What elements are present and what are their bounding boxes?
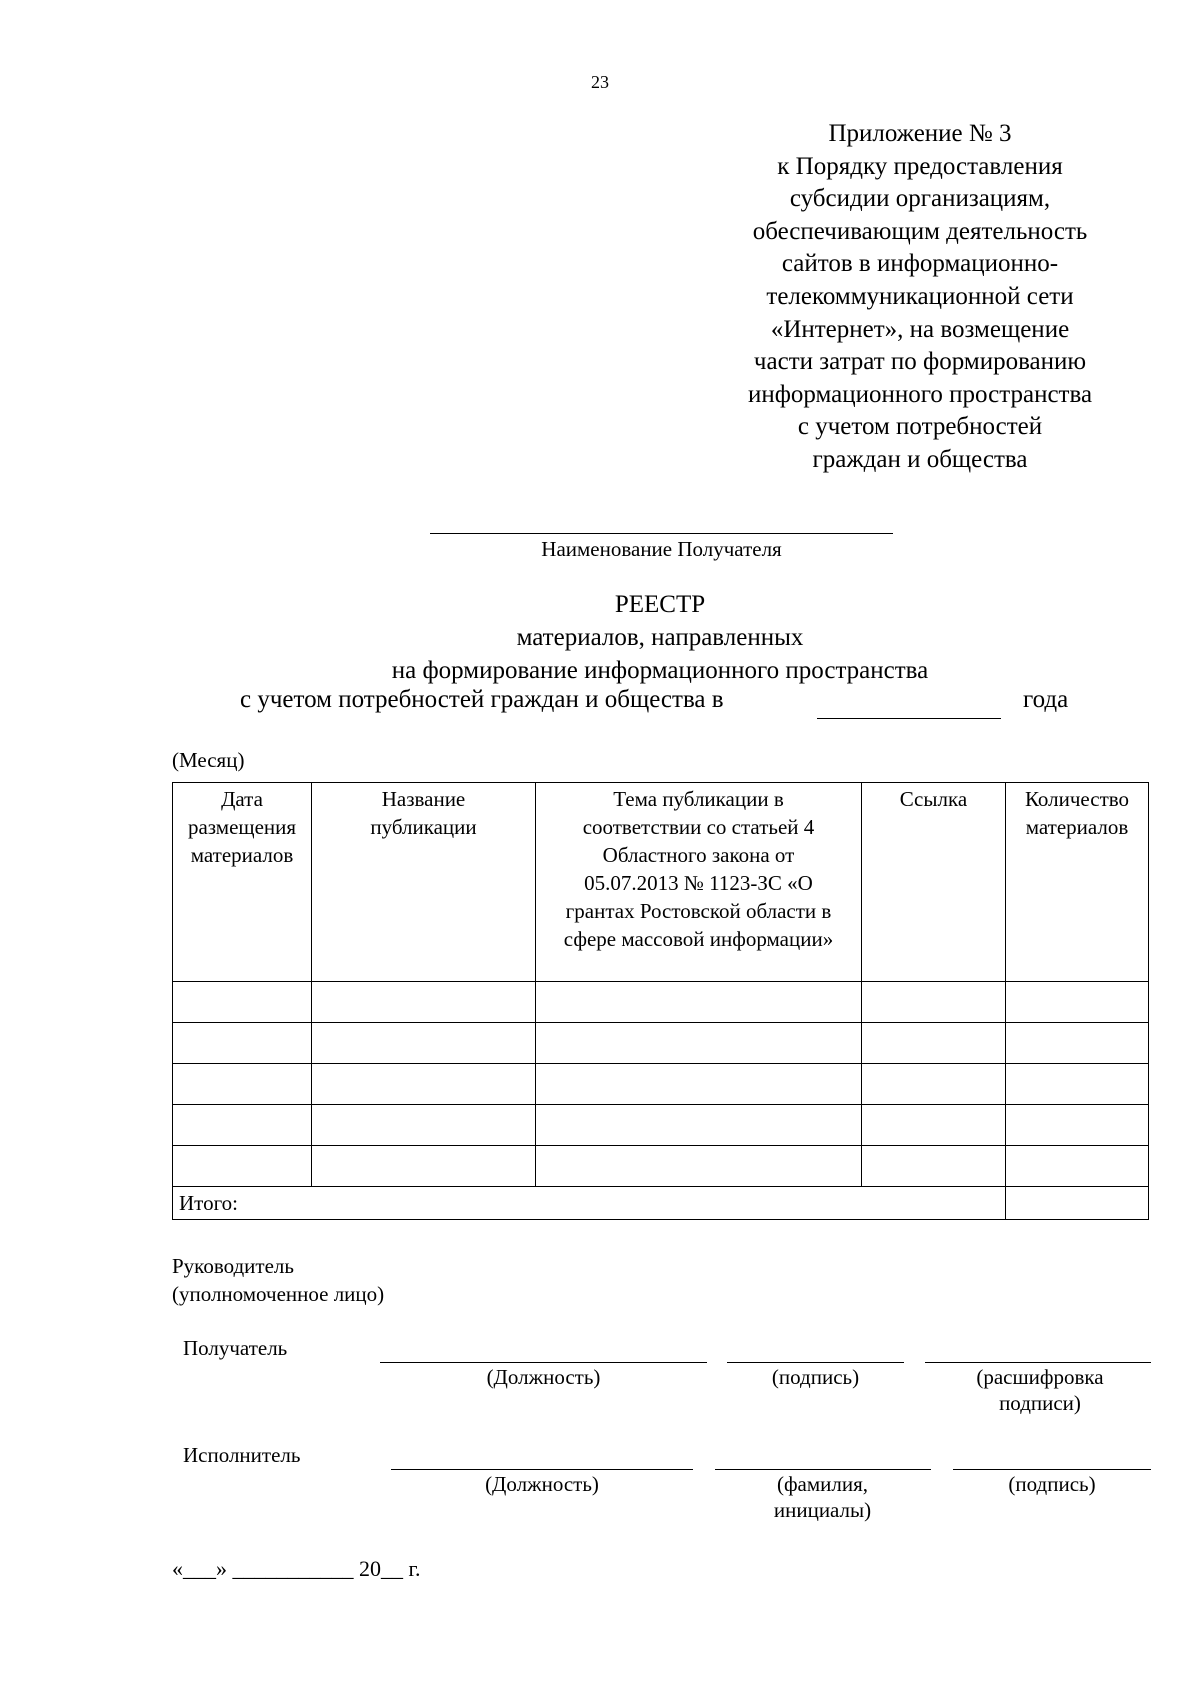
table-cell[interactable]	[536, 1064, 862, 1105]
table-cell[interactable]	[173, 1064, 312, 1105]
executor-signature-caption: (подпись)	[1008, 1472, 1096, 1496]
table-total-row	[173, 1187, 1149, 1220]
table-cell[interactable]	[312, 1023, 536, 1064]
recipient-position-caption: (Должность)	[486, 1365, 601, 1389]
title-year-word: года	[1023, 686, 1069, 713]
table-cell[interactable]	[862, 1105, 1006, 1146]
registry-table	[172, 782, 1149, 1220]
header-publication-topic: Тема публикации в соответствии со статьей 4 Областного закона от 05.07.2013 № 1123-ЗС «О грантах Ростовской области в сфере массовой информации»	[536, 783, 862, 982]
head-subtitle: (уполномоченное лицо)	[172, 1282, 385, 1306]
year-blank-line[interactable]	[817, 718, 1001, 719]
page-number: 23	[591, 72, 609, 92]
title-line-2: материалов, направленных	[516, 624, 804, 651]
table-cell[interactable]	[173, 1105, 312, 1146]
header-placement-date: Дата размещения материалов	[173, 783, 312, 982]
table-cell[interactable]	[312, 982, 536, 1023]
table-cell[interactable]	[173, 1146, 312, 1187]
table-row	[173, 1064, 1149, 1105]
table-row	[173, 1105, 1149, 1146]
appendix-block	[700, 118, 1140, 477]
table-cell[interactable]	[536, 1023, 862, 1064]
header-link: Ссылка	[862, 783, 1006, 982]
appendix-line: «Интернет», на возмещение	[770, 315, 1070, 343]
header-publication-name: Название публикации	[312, 783, 536, 982]
table-cell[interactable]	[862, 1146, 1006, 1187]
executor-name-caption: (фамилия, инициалы)	[773, 1472, 872, 1522]
table-cell[interactable]	[1006, 1105, 1149, 1146]
table-cell[interactable]	[312, 1146, 536, 1187]
table-row	[173, 1146, 1149, 1187]
table-cell[interactable]	[1006, 1146, 1149, 1187]
appendix-line: обеспечивающим деятельность	[752, 217, 1088, 245]
table-cell[interactable]	[536, 1105, 862, 1146]
table-cell[interactable]	[173, 982, 312, 1023]
table-cell[interactable]	[862, 982, 1006, 1023]
executor-signature-line[interactable]	[953, 1469, 1151, 1470]
recipient-position-line[interactable]	[380, 1362, 707, 1363]
table-header-row	[173, 783, 1149, 982]
appendix-line: информационного пространства	[747, 380, 1093, 408]
registry-title	[0, 588, 1200, 687]
recipient-signature-line[interactable]	[727, 1362, 904, 1363]
executor-signature-label: Исполнитель	[183, 1443, 301, 1467]
total-label: Итого:	[173, 1187, 1006, 1220]
table-cell[interactable]	[862, 1023, 1006, 1064]
table-cell[interactable]	[536, 982, 862, 1023]
executor-position-line[interactable]	[391, 1469, 693, 1470]
executor-position-caption: (Должность)	[485, 1472, 599, 1496]
recipient-signature-caption: (подпись)	[771, 1365, 860, 1389]
title-line-4: с учетом потребностей граждан и общества в	[240, 686, 724, 713]
appendix-line: к Порядку предоставления	[777, 152, 1063, 180]
appendix-line: с учетом потребностей	[797, 413, 1043, 441]
head-block	[172, 1252, 384, 1308]
recipient-decoding-line[interactable]	[925, 1362, 1151, 1363]
appendix-line: сайтов в информационно-	[781, 250, 1059, 278]
appendix-line: граждан и общества	[812, 445, 1028, 473]
recipient-name-line[interactable]	[430, 533, 893, 534]
appendix-line: телекоммуникационной сети	[766, 282, 1074, 310]
appendix-line: Приложение № 3	[828, 120, 1012, 147]
table-cell[interactable]	[312, 1064, 536, 1105]
table-cell[interactable]	[173, 1023, 312, 1064]
date-line: «___» ___________ 20__ г.	[172, 1556, 421, 1581]
total-value-cell[interactable]	[1006, 1187, 1149, 1220]
table-row	[173, 982, 1149, 1023]
recipient-decoding-caption: (расшифровка подписи)	[976, 1365, 1104, 1415]
recipient-signature-label: Получатель	[183, 1336, 288, 1360]
table-cell[interactable]	[536, 1146, 862, 1187]
table-cell[interactable]	[862, 1064, 1006, 1105]
head-title: Руководитель	[172, 1254, 294, 1278]
table-row	[173, 1023, 1149, 1064]
appendix-line: субсидии организациям,	[789, 185, 1051, 213]
title-line-1: РЕЕСТР	[614, 591, 706, 618]
month-label: (Месяц)	[172, 748, 245, 772]
table-cell[interactable]	[1006, 1023, 1149, 1064]
appendix-line: части затрат по формированию	[753, 348, 1087, 376]
table-cell[interactable]	[1006, 982, 1149, 1023]
table-cell[interactable]	[312, 1105, 536, 1146]
recipient-name-caption: Наименование Получателя	[541, 537, 782, 561]
header-materials-count: Количество материалов	[1006, 783, 1149, 982]
executor-name-line[interactable]	[715, 1469, 931, 1470]
title-line-3: на формирование информационного пространства	[391, 657, 929, 684]
table-cell[interactable]	[1006, 1064, 1149, 1105]
